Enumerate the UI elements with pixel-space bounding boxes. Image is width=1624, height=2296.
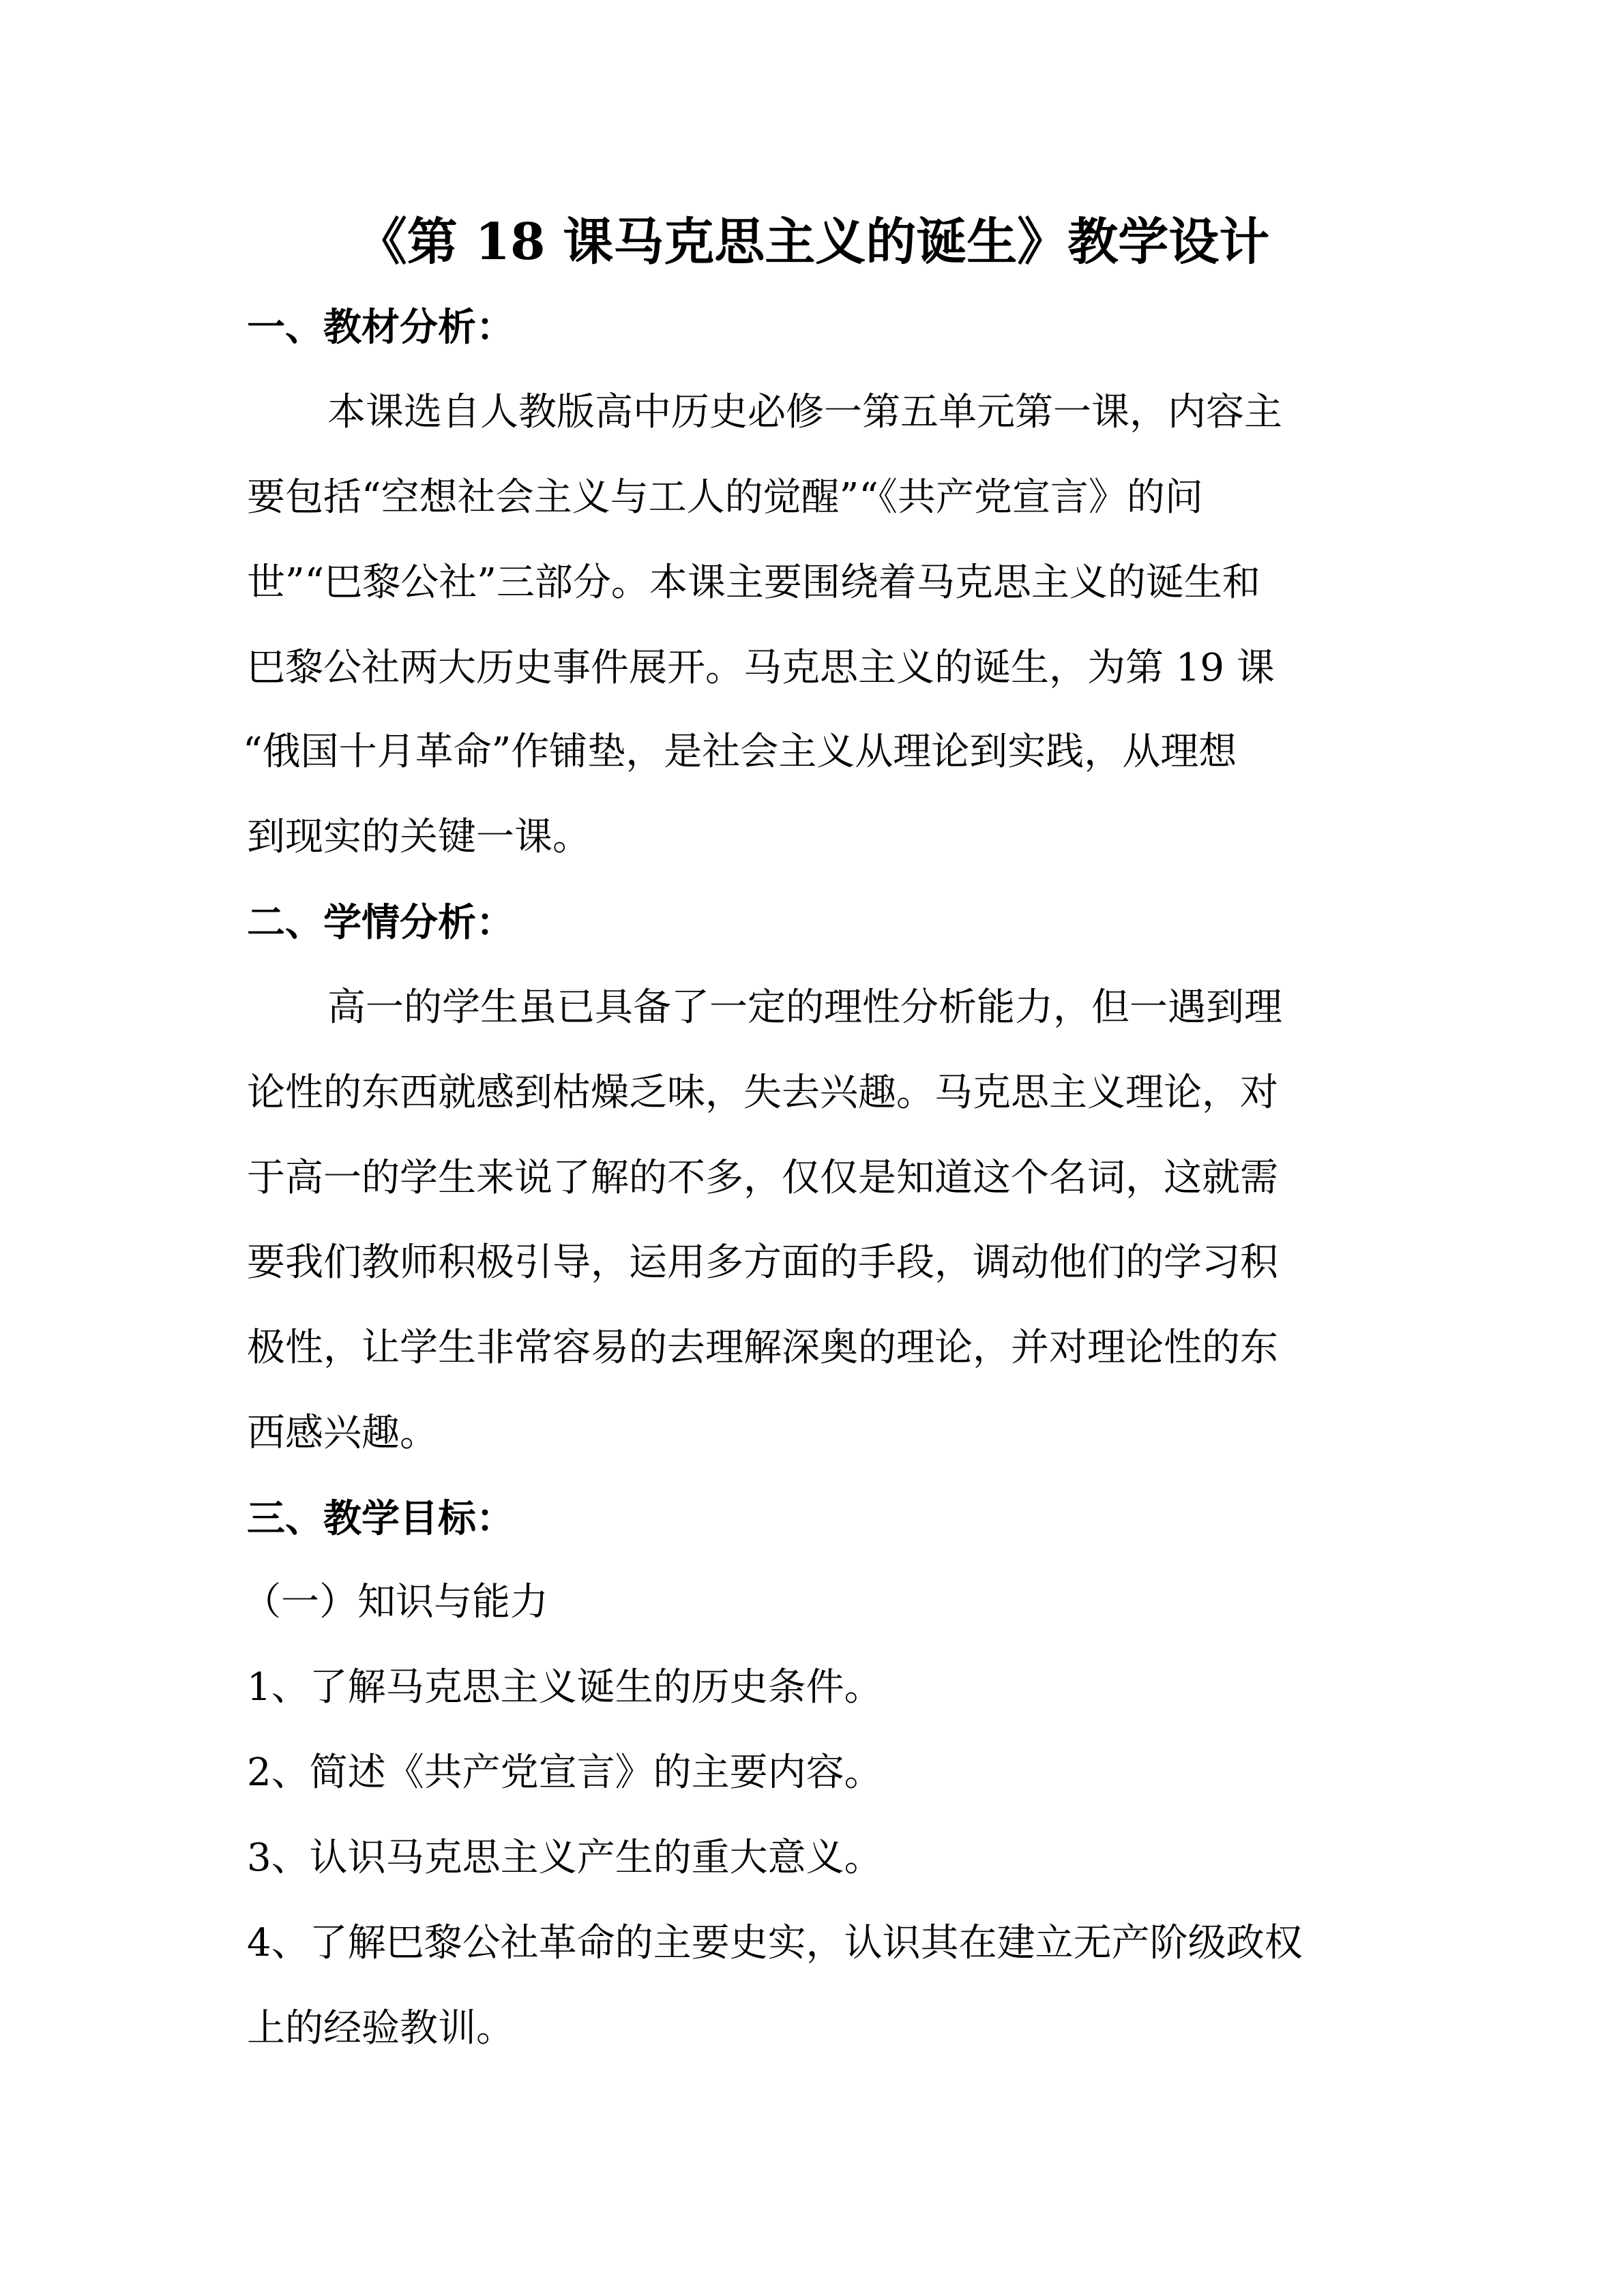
objective-item: 4、了解巴黎公社革命的主要史实，认识其在建立无产阶级政权 [247, 1921, 1303, 1965]
paragraph-line: 世”“巴黎公社”三部分。本课主要围绕着马克思主义的诞生和 [247, 561, 1260, 605]
document-page [243, 0, 1379, 2296]
paragraph-line: 本课选自人教版高中历史必修一第五单元第一课，内容主 [327, 390, 1282, 434]
paragraph-line: 巴黎公社两大历史事件展开。马克思主义的诞生，为第 19 课 [247, 646, 1275, 690]
section-heading-student-analysis: 二、学情分析： [247, 900, 514, 945]
objective-item: 1、了解马克思主义诞生的历史条件。 [247, 1665, 883, 1710]
section-heading-teaching-objectives: 三、教学目标： [247, 1496, 514, 1541]
paragraph-line: 要我们教师积极引导，运用多方面的手段，调动他们的学习积 [247, 1240, 1278, 1285]
paragraph-line: 西感兴趣。 [247, 1411, 438, 1455]
objective-item: 2、简述《共产党宣言》的主要内容。 [247, 1750, 883, 1795]
paragraph-line: 于高一的学生来说了解的不多，仅仅是知道这个名词，这就需 [247, 1156, 1278, 1200]
paragraph-line: “俄国十月革命”作铺垫，是社会主义从理论到实践，从理想 [243, 730, 1237, 774]
paragraph-line: 论性的东西就感到枯燥乏味，失去兴趣。马克思主义理论，对 [247, 1071, 1278, 1115]
paragraph-line: 极性，让学生非常容易的去理解深奥的理论，并对理论性的东 [247, 1326, 1278, 1370]
paragraph-line: 高一的学生虽已具备了一定的理性分析能力，但一遇到理 [327, 985, 1282, 1030]
paragraph-line: 要包括“空想社会主义与工人的觉醒”“《共产党宣言》的问 [247, 475, 1203, 520]
paragraph-line: 到现实的关键一课。 [247, 815, 591, 859]
objective-item: 上的经验教训。 [247, 2006, 514, 2051]
objective-item: 3、认识马克思主义产生的重大意义。 [247, 1836, 883, 1880]
section-heading-textbook-analysis: 一、教材分析： [247, 305, 514, 350]
document-title: 《第 18 课马克思主义的诞生》教学设计 [356, 213, 1270, 271]
subsection-heading: （一）知识与能力 [243, 1580, 548, 1624]
